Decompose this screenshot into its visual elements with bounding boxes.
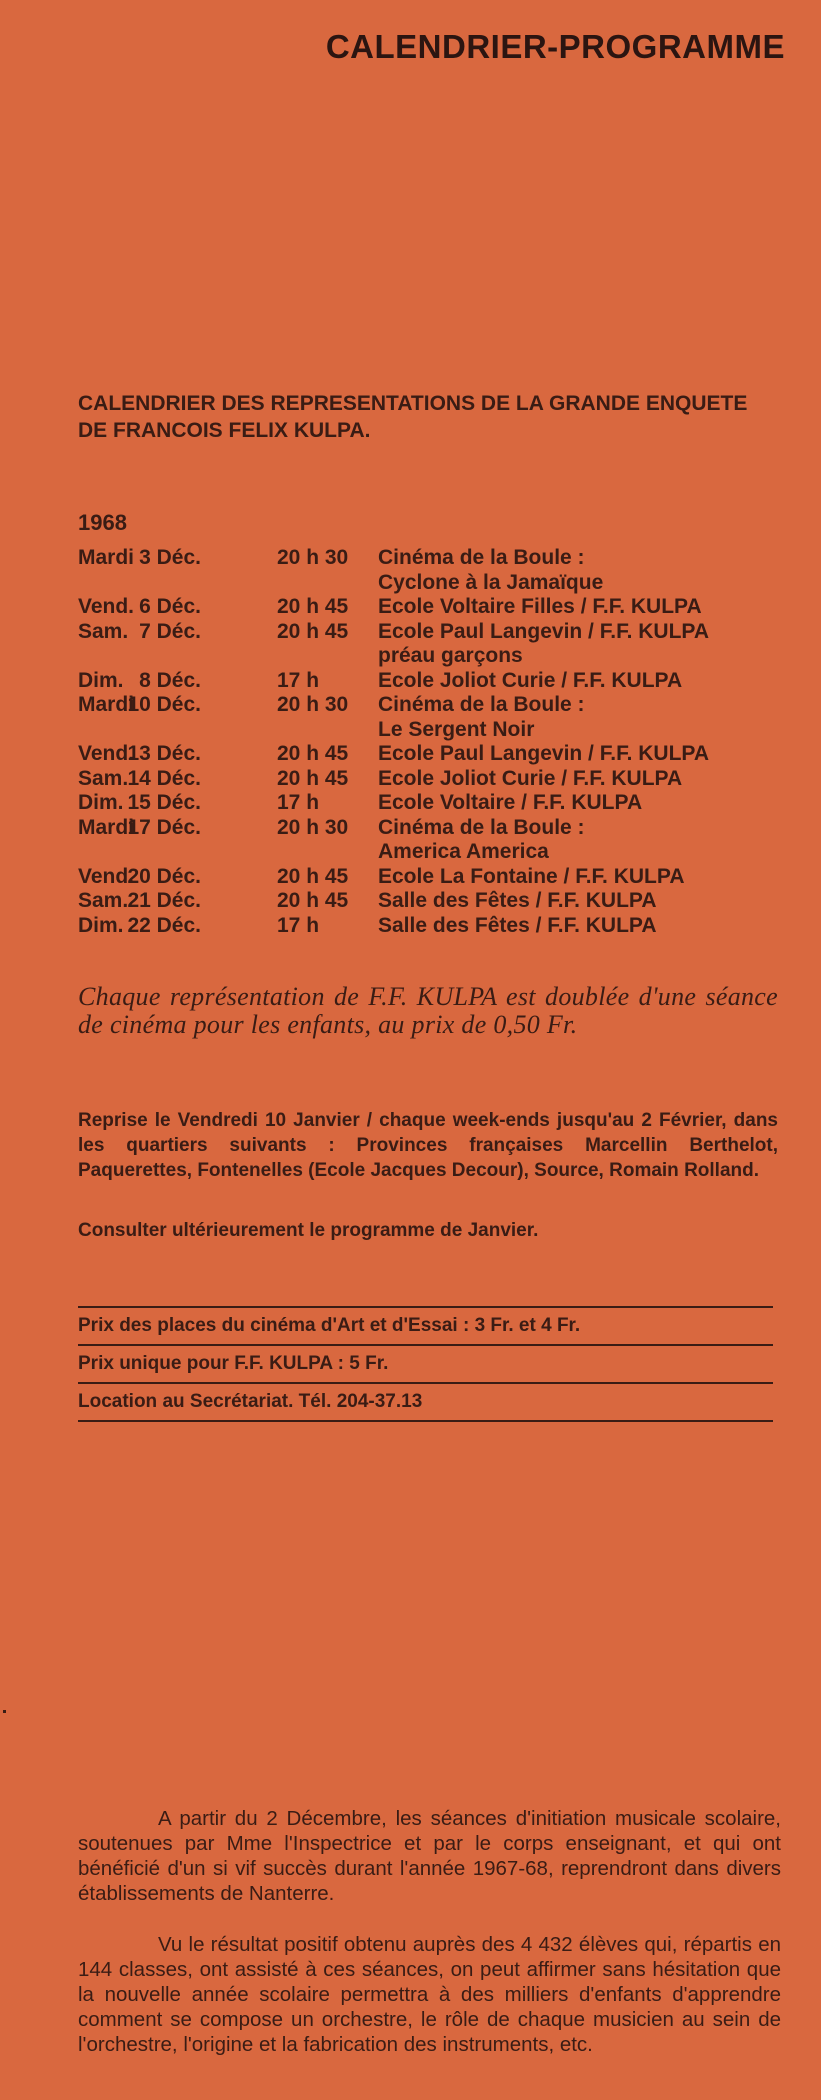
- schedule-time: 17 h: [277, 913, 320, 937]
- schedule-event: Le Sergent Noir: [378, 717, 535, 741]
- schedule-event: America America: [378, 840, 549, 863]
- schedule-event: Ecole Voltaire Filles / F.F. KULPA: [378, 595, 702, 618]
- schedule-time: 20 h 45: [277, 619, 349, 643]
- schedule-time: 20 h 30: [277, 546, 349, 569]
- schedule-event: Cinéma de la Boule :: [378, 815, 585, 839]
- schedule-day: Vend.: [78, 595, 135, 618]
- schedule-event: Cinéma de la Boule :: [378, 693, 585, 716]
- schedule-time: 20 h 45: [277, 742, 349, 765]
- schedule-date: 20 Déc.: [127, 864, 201, 888]
- schedule-date: 7 Déc.: [139, 619, 201, 643]
- schedule-time: 17 h: [277, 668, 320, 692]
- schedule-day: Mardi: [78, 546, 135, 569]
- schedule-day: Sam.: [78, 766, 129, 790]
- divider: [78, 1420, 773, 1422]
- schedule-date: 14 Déc.: [127, 766, 201, 790]
- schedule-day: Mardi: [78, 693, 135, 716]
- schedule-date: 8 Déc.: [139, 668, 201, 692]
- schedule-event: Ecole Joliot Curie / F.F. KULPA: [378, 766, 683, 790]
- schedule-date: 3 Déc.: [139, 546, 201, 569]
- schedule-event: Ecole Joliot Curie / F.F. KULPA: [378, 668, 683, 692]
- schedule-event: Cyclone à la Jamaïque: [378, 570, 604, 594]
- page-title: CALENDRIER-PROGRAMME: [325, 28, 785, 65]
- consult-text: Consulter ultérieurement le programme de Janvier.: [78, 1220, 539, 1241]
- schedule-event: Salle des Fêtes / F.F. KULPA: [378, 913, 657, 937]
- paragraph-initiation: A partir du 2 Décembre, les séances d'initiation musicale scolaire, soutenues par Mme l'Inspectrice et par le corps enseignant, et qui ont bénéficié d'un si vif succès durant l'année 1967-68, reprendront dans divers établissements de Nanterre.: [78, 1807, 781, 1905]
- schedule-time: 20 h 30: [277, 693, 349, 716]
- schedule-year: 1968: [78, 510, 127, 535]
- paragraph-results: Vu le résultat positif obtenu auprès des 4 432 élèves qui, répartis en 144 classes, ont assisté à ces séances, on peut affirmer sans hésitation que la nouvelle année scolaire permettra à des milliers d'enfants d'apprendre comment se compose un orchestre, le rôle de chaque musicien au sein de l'orchestre, l'origine et la fabrication des instruments, etc.: [78, 1933, 781, 2056]
- schedule-event: Ecole Paul Langevin / F.F. KULPA: [378, 619, 710, 643]
- schedule-date: 21 Déc.: [127, 889, 201, 912]
- schedule-event: Salle des Fêtes / F.F. KULPA: [378, 889, 657, 912]
- schedule-date: 10 Déc.: [127, 693, 201, 716]
- schedule-time: 20 h 45: [277, 766, 349, 790]
- reprise-text: Reprise le Vendredi 10 Janvier / chaque week-ends jusqu'au 2 Février, dans les quartiers suivants : Provinces françaises Marcellin Berthelot, Paquerettes, Fontenelles (Ecole Jacques Decour), Source, Romain Rolland.: [78, 1110, 778, 1181]
- schedule-time: 20 h 45: [277, 595, 349, 618]
- schedule-day: Sam.: [78, 619, 129, 643]
- schedule-time: 20 h 30: [277, 815, 349, 839]
- schedule-date: 22 Déc.: [127, 913, 201, 937]
- schedule-event: Ecole La Fontaine / F.F. KULPA: [378, 864, 685, 888]
- schedule-time: 20 h 45: [277, 864, 349, 888]
- cinema-note: Chaque représentation de F.F. KULPA est doublée d'une séance de cinéma pour les enfants, au prix de 0,50 Fr.: [78, 982, 778, 1039]
- section-heading: CALENDRIER DES REPRESENTATIONS DE LA GRANDE ENQUETE DE FRANCOIS FELIX KULPA.: [78, 392, 748, 442]
- schedule-date: 13 Déc.: [127, 742, 201, 765]
- location-info: Location au Secrétariat. Tél. 204-37.13: [78, 1391, 423, 1412]
- price-cinema: Prix des places du cinéma d'Art et d'Essai : 3 Fr. et 4 Fr.: [78, 1315, 581, 1336]
- schedule-time: 17 h: [277, 791, 320, 814]
- schedule-event: Ecole Voltaire / F.F. KULPA: [378, 791, 643, 814]
- schedule-date: 6 Déc.: [139, 595, 201, 618]
- schedule-day: Vend.: [78, 742, 135, 765]
- schedule-time: 20 h 45: [277, 889, 349, 912]
- price-box: [78, 1306, 773, 1422]
- schedule-date: 15 Déc.: [127, 791, 201, 814]
- schedule-day: Dim.: [78, 913, 124, 937]
- schedule-event: préau garçons: [378, 644, 523, 667]
- schedule-day: Vend.: [78, 864, 135, 888]
- schedule-event: Cinéma de la Boule :: [378, 546, 585, 569]
- ink-speck: [3, 1710, 6, 1713]
- schedule-event: Ecole Paul Langevin / F.F. KULPA: [378, 742, 710, 765]
- price-kulpa: Prix unique pour F.F. KULPA : 5 Fr.: [78, 1353, 389, 1374]
- schedule-day: Mardi: [78, 815, 135, 839]
- schedule-day: Dim.: [78, 791, 124, 814]
- schedule-day: Sam.: [78, 889, 129, 912]
- schedule-day: Dim.: [78, 668, 124, 692]
- schedule-date: 17 Déc.: [127, 815, 201, 839]
